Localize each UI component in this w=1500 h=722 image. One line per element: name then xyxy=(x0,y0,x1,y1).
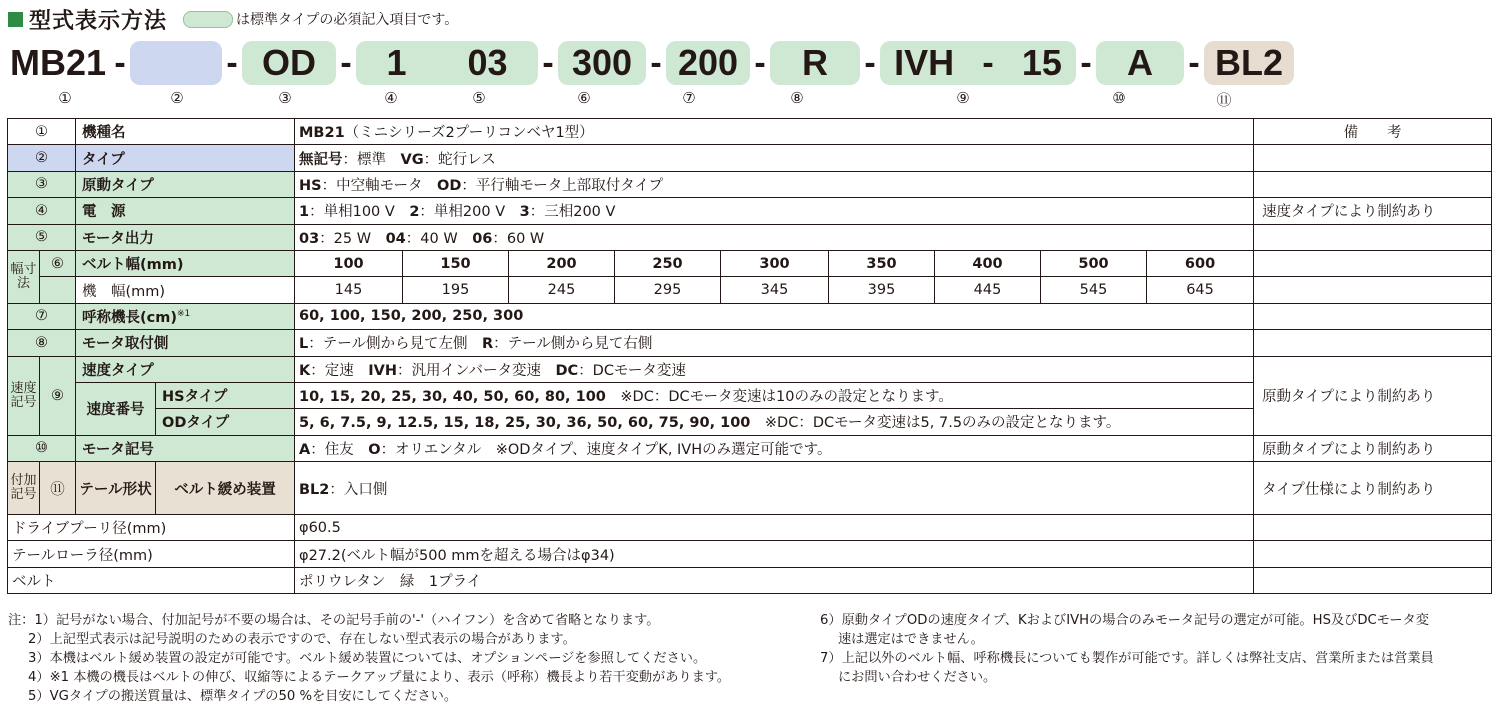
note-line: 速は選定はできません。 xyxy=(838,632,984,647)
note-line: 7）上記以外のベルト幅、呼称機長についても製作が可能です。詳しくは弊社支店、営業所または営業員 xyxy=(820,651,1434,666)
group-label: 幅寸法 xyxy=(8,250,40,303)
model-motor-box: A xyxy=(1096,41,1184,85)
group-label: 速度記号 xyxy=(8,356,40,435)
note-line: 6）原動タイプODの速度タイプ、KおよびIVHの場合のみモータ記号の選定が可能。HS及びDCモータ変 xyxy=(820,613,1429,628)
belt-width-cell: 300 xyxy=(721,250,829,276)
row-value: L：テール側から見て左側 R：テール側から見て右側 xyxy=(295,330,1254,356)
table-row xyxy=(8,145,1492,171)
title-bar xyxy=(8,4,458,34)
row-value: φ60.5 xyxy=(295,515,1254,541)
code-number: ⑥ xyxy=(577,89,591,107)
remark-cell xyxy=(1254,567,1492,593)
table-row xyxy=(8,224,1492,250)
remark-cell xyxy=(1254,277,1492,303)
row-value: HS：中空軸モータ OD：平行軸モータ上部取付タイプ xyxy=(295,171,1254,197)
code-number: ⑤ xyxy=(472,89,486,107)
table-row xyxy=(8,171,1492,197)
row-value: BL2：入口側 xyxy=(295,462,1254,515)
model-base: MB21 xyxy=(10,42,107,83)
row-number: ⑧ xyxy=(8,330,76,356)
row-value: 5, 6, 7.5, 9, 12.5, 15, 18, 25, 30, 36, 50, 60, 75, 90, 100 ※DC：DCモータ変速は5, 7.5のみの設定となります。 xyxy=(295,409,1254,435)
note-line: 3）本機はベルト緩め装置の設定が可能です。ベルト緩め装置については、オプションページを参照してください。 xyxy=(28,651,707,666)
row-number: ③ xyxy=(8,171,76,197)
remark-cell xyxy=(1254,330,1492,356)
model-width-box: 300 xyxy=(558,41,646,85)
table-row xyxy=(8,462,1492,515)
row-value: A：住友 O：オリエンタル ※ODタイプ、速度タイプK, IVHのみ選定可能です。 xyxy=(295,435,1254,461)
machine-width-cell: 645 xyxy=(1147,277,1254,303)
model-power: 1 xyxy=(386,42,407,83)
belt-width-cell: 200 xyxy=(509,250,615,276)
remark-cell xyxy=(1254,515,1492,541)
model-dash: - xyxy=(114,43,126,82)
table-row xyxy=(8,119,1492,145)
row-number: ⑦ xyxy=(8,303,76,329)
belt-width-cell: 500 xyxy=(1041,250,1147,276)
row-number: ② xyxy=(8,145,76,171)
row-label: 電 源 xyxy=(76,198,295,224)
notes-right xyxy=(820,611,1496,687)
row-value: 60, 100, 150, 200, 250, 300 xyxy=(295,303,1254,329)
model-speed-no: 15 xyxy=(1021,42,1062,83)
machine-width-cell: 445 xyxy=(935,277,1041,303)
table-row xyxy=(8,330,1492,356)
table-row xyxy=(8,198,1492,224)
belt-width-cell: 150 xyxy=(403,250,509,276)
table-row xyxy=(8,250,1492,276)
code-number: ⑪ xyxy=(1216,91,1232,109)
model-output: 03 xyxy=(467,42,508,83)
row-label: 呼称機長(cm)$^{※1}$ xyxy=(76,303,295,329)
notes-left xyxy=(8,611,798,706)
code-number: ④ xyxy=(384,89,398,107)
table-row xyxy=(8,303,1492,329)
row-value: 1：単相100 V 2：単相200 V 3：三相200 V xyxy=(295,198,1254,224)
note-line: にお問い合わせください。 xyxy=(838,670,997,685)
note-line: 2）上記型式表示は記号説明のための表示ですので、存在しない型式表示の場合があります。 xyxy=(28,632,576,647)
sub-label: ODタイプ xyxy=(156,409,295,435)
remark-header: 備 考 xyxy=(1254,119,1492,145)
row-number: ⑥ xyxy=(40,250,76,276)
model-drive-box: OD xyxy=(242,41,336,85)
spec-table xyxy=(7,118,1492,594)
code-number-row xyxy=(0,89,1500,109)
row-label: テールローラ径(mm) xyxy=(8,541,295,567)
model-code xyxy=(10,40,1294,86)
row-label: テール形状 xyxy=(76,462,156,515)
row-number: ⑪ xyxy=(40,462,76,515)
model-option-box: BL2 xyxy=(1204,41,1294,85)
remark-cell xyxy=(1254,171,1492,197)
model-power-output-box xyxy=(356,41,538,85)
row-number: ① xyxy=(8,119,76,145)
table-row xyxy=(8,356,1492,382)
belt-width-cell: 350 xyxy=(829,250,935,276)
model-type-box xyxy=(130,41,222,85)
machine-width-cell: 245 xyxy=(509,277,615,303)
row-label: タイプ xyxy=(76,145,295,171)
code-number: ① xyxy=(58,89,72,107)
model-dash: - xyxy=(864,43,876,82)
row-label: モータ取付側 xyxy=(76,330,295,356)
row-number: ⑩ xyxy=(8,435,76,461)
row-label: 原動タイプ xyxy=(76,171,295,197)
group-label: 付加記号 xyxy=(8,462,40,515)
machine-width-cell: 195 xyxy=(403,277,509,303)
model-dash: - xyxy=(542,43,554,82)
remark-cell xyxy=(1254,145,1492,171)
legend-swatch xyxy=(183,11,233,28)
row-value: φ27.2(ベルト幅が500 mmを超える場合はφ34) xyxy=(295,541,1254,567)
row-label: モータ出力 xyxy=(76,224,295,250)
row-value: 10, 15, 20, 25, 30, 40, 50, 60, 80, 100 ※DC：DCモータ変速は10のみの設定となります。 xyxy=(295,382,1254,408)
code-number: ⑧ xyxy=(790,89,804,107)
table-row xyxy=(8,515,1492,541)
code-number: ⑨ xyxy=(956,89,970,107)
row-number: ④ xyxy=(8,198,76,224)
row-label-2: ベルト緩め装置 xyxy=(156,462,295,515)
row-label: 速度タイプ xyxy=(76,356,295,382)
row-value: K：定速 IVH：汎用インバータ変速 DC：DCモータ変速 xyxy=(295,356,1254,382)
row-label: ドライブプーリ径(mm) xyxy=(8,515,295,541)
row-label: ベルト xyxy=(8,567,295,593)
model-dash: - xyxy=(340,43,352,82)
legend-text: は標準タイプの必須記入項目です。 xyxy=(236,12,459,28)
remark-cell xyxy=(1254,303,1492,329)
table-row xyxy=(8,435,1492,461)
code-number: ③ xyxy=(278,89,292,107)
blank-cell xyxy=(40,277,76,303)
model-dash: - xyxy=(1188,43,1200,82)
note-line: 注：1）記号がない場合、付加記号が不要の場合は、その記号手前の'-'（ハイフン）を含めて省略となります。 xyxy=(8,613,660,628)
remark-cell xyxy=(1254,224,1492,250)
remark-cell xyxy=(1254,541,1492,567)
table-row xyxy=(8,567,1492,593)
row-value: 無記号：標準 VG：蛇行レス xyxy=(295,145,1254,171)
model-length-box: 200 xyxy=(666,41,750,85)
belt-width-cell: 250 xyxy=(615,250,721,276)
model-mount-box: R xyxy=(770,41,860,85)
remark-cell: 速度タイプにより制約あり xyxy=(1254,198,1492,224)
model-dash: - xyxy=(1080,43,1092,82)
code-number: ② xyxy=(170,89,184,107)
row-label: 機 幅(mm) xyxy=(76,277,295,303)
belt-width-cell: 100 xyxy=(295,250,403,276)
row-value: MB21（ミニシリーズ2プーリコンベヤ1型） xyxy=(295,119,1254,145)
table-row xyxy=(8,541,1492,567)
row-label: モータ記号 xyxy=(76,435,295,461)
title-square-icon xyxy=(8,12,23,27)
row-label: 速度番号 xyxy=(76,382,156,435)
model-speed-box xyxy=(880,41,1076,85)
machine-width-cell: 545 xyxy=(1041,277,1147,303)
sub-label: HSタイプ xyxy=(156,382,295,408)
machine-width-cell: 345 xyxy=(721,277,829,303)
row-label: ベルト幅(mm) xyxy=(76,250,295,276)
row-number: ⑤ xyxy=(8,224,76,250)
remark-cell: 原動タイプにより制約あり xyxy=(1254,435,1492,461)
remark-cell: 原動タイプにより制約あり xyxy=(1254,356,1492,435)
remark-cell: タイプ仕様により制約あり xyxy=(1254,462,1492,515)
row-number: ⑨ xyxy=(40,356,76,435)
machine-width-cell: 395 xyxy=(829,277,935,303)
row-label: 機種名 xyxy=(76,119,295,145)
belt-width-cell: 600 xyxy=(1147,250,1254,276)
model-dash: - xyxy=(982,43,994,82)
code-number: ⑩ xyxy=(1112,89,1126,107)
note-line: 4）※1 本機の機長はベルトの伸び、収縮等によるテークアップ量により、表示（呼称）機長より若干変動があります。 xyxy=(28,670,731,685)
page-title: 型式表示方法 xyxy=(29,8,168,34)
model-dash: - xyxy=(226,43,238,82)
remark-cell xyxy=(1254,250,1492,276)
model-dash: - xyxy=(754,43,766,82)
code-number: ⑦ xyxy=(682,89,696,107)
belt-width-cell: 400 xyxy=(935,250,1041,276)
row-value: ポリウレタン 緑 1プライ xyxy=(295,567,1254,593)
row-value: 03：25 W 04：40 W 06：60 W xyxy=(295,224,1254,250)
machine-width-cell: 295 xyxy=(615,277,721,303)
model-dash: - xyxy=(650,43,662,82)
note-line: 5）VGタイプの搬送質量は、標準タイプの50 %を目安にしてください。 xyxy=(28,689,458,704)
machine-width-cell: 145 xyxy=(295,277,403,303)
table-row xyxy=(8,277,1492,303)
model-speed-type: IVH xyxy=(894,42,955,83)
